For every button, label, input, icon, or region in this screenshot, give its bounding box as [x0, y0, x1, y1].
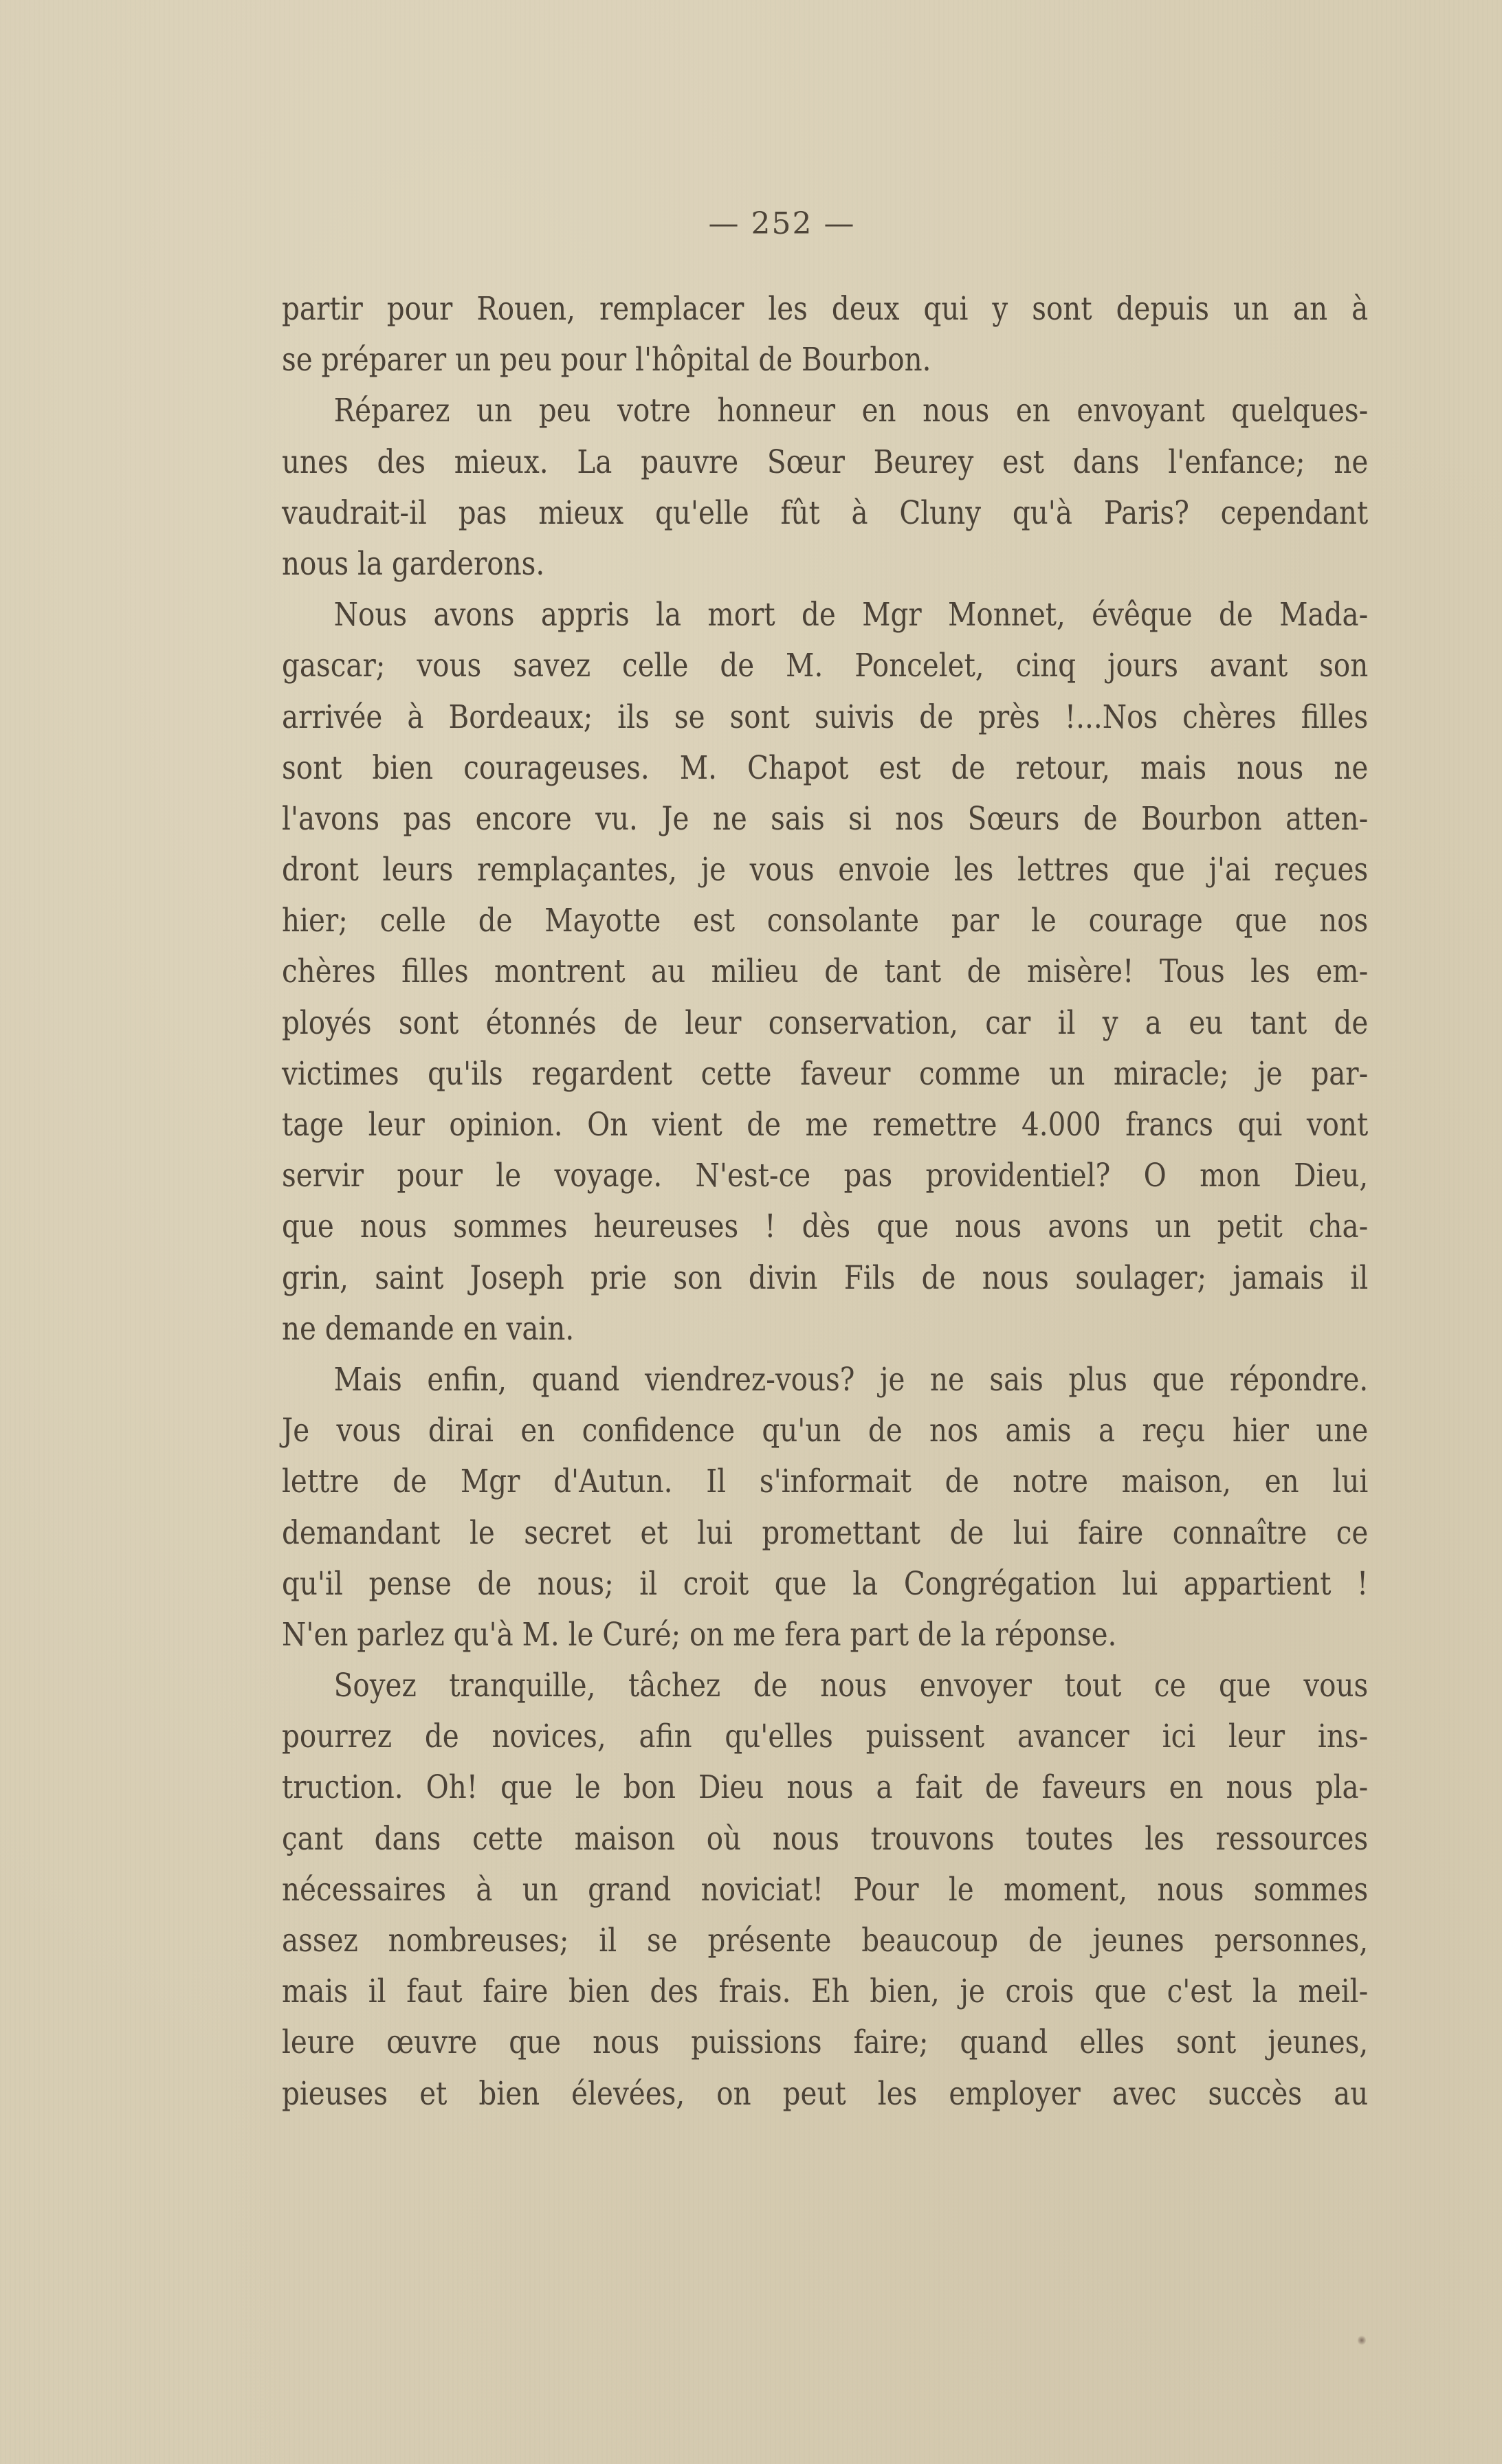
- text-line: demandant le secret et lui promettant de lui faire connaître ce: [282, 1513, 1369, 1552]
- text-line: pieuses et bien élevées, on peut les employer avec succès au: [282, 2074, 1369, 2113]
- text-line: que nous sommes heureuses ! dès que nous avons un petit cha-: [282, 1208, 1369, 1246]
- text-line: nécessaires à un grand noviciat! Pour le moment, nous sommes: [282, 1870, 1369, 1909]
- text-line: chères filles montrent au milieu de tant de misère! Tous les em-: [282, 953, 1369, 991]
- text-line: mais il faut faire bien des frais. Eh bien, je crois que c'est la meil-: [282, 1973, 1369, 2011]
- text-line: Nous avons appris la mort de Mgr Monnet, évêque de Mada-: [333, 596, 1369, 634]
- paper-speck: [1358, 2335, 1366, 2346]
- text-line: grin, saint Joseph prie son divin Fils de nous soulager; jamais il: [282, 1258, 1369, 1297]
- text-line: ployés sont étonnés de leur conservation, car il y a eu tant de: [282, 1003, 1369, 1042]
- text-line: N'en parlez qu'à M. le Curé; on me fera part de la réponse.: [282, 1615, 1117, 1654]
- text-line: vaudrait-il pas mieux qu'elle fût à Cluny qu'à Paris? cependant: [282, 493, 1369, 532]
- text-line: Mais enfin, quand viendrez-vous? je ne sais plus que répondre.: [333, 1360, 1369, 1399]
- text-line: victimes qu'ils regardent cette faveur comme un miracle; je par-: [282, 1054, 1369, 1093]
- text-line: arrivée à Bordeaux; ils se sont suivis de près !...Nos chères filles: [282, 698, 1369, 736]
- body-text: [282, 284, 1368, 2120]
- text-line: tage leur opinion. On vient de me remettre 4.000 francs qui vont: [282, 1106, 1369, 1144]
- text-line: dront leurs remplaçantes, je vous envoie les lettres que j'ai reçues: [282, 851, 1369, 889]
- text-line: nous la garderons.: [282, 544, 545, 583]
- text-line: sont bien courageuses. M. Chapot est de retour, mais nous ne: [282, 748, 1369, 787]
- text-line: servir pour le voyage. N'est-ce pas providentiel? O mon Dieu,: [282, 1157, 1369, 1195]
- page-number: — 252 —: [708, 206, 856, 241]
- text-line: pourrez de novices, afin qu'elles puissent avancer ici leur ins-: [282, 1718, 1369, 1756]
- text-line: assez nombreuses; il se présente beaucoup de jeunes personnes,: [282, 1922, 1369, 1960]
- text-line: truction. Oh! que le bon Dieu nous a fait de faveurs en nous pla-: [282, 1768, 1369, 1807]
- text-line: ne demande en vain.: [282, 1309, 575, 1348]
- text-line: l'avons pas encore vu. Je ne sais si nos Sœurs de Bourbon atten-: [282, 799, 1369, 838]
- text-line: partir pour Rouen, remplacer les deux qui y sont depuis un an à: [282, 290, 1369, 328]
- text-line: Réparez un peu votre honneur en nous en envoyant quelques-: [333, 392, 1369, 430]
- text-line: se préparer un peu pour l'hôpital de Bourbon.: [282, 341, 931, 379]
- text-line: hier; celle de Mayotte est consolante par le courage que nos: [282, 902, 1369, 940]
- text-line: lettre de Mgr d'Autun. Il s'informait de notre maison, en lui: [282, 1463, 1369, 1501]
- text-line: Je vous dirai en confidence qu'un de nos amis a reçu hier une: [282, 1412, 1369, 1450]
- text-line: unes des mieux. La pauvre Sœur Beurey est dans l'enfance; ne: [282, 443, 1369, 481]
- text-line: çant dans cette maison où nous trouvons toutes les ressources: [282, 1819, 1369, 1858]
- text-line: leure œuvre que nous puissions faire; quand elles sont jeunes,: [282, 2023, 1369, 2062]
- text-line: gascar; vous savez celle de M. Poncelet, cinq jours avant son: [282, 647, 1369, 685]
- text-line: qu'il pense de nous; il croit que la Congrégation lui appartient !: [282, 1564, 1369, 1603]
- text-line: Soyez tranquille, tâchez de nous envoyer tout ce que vous: [333, 1667, 1369, 1705]
